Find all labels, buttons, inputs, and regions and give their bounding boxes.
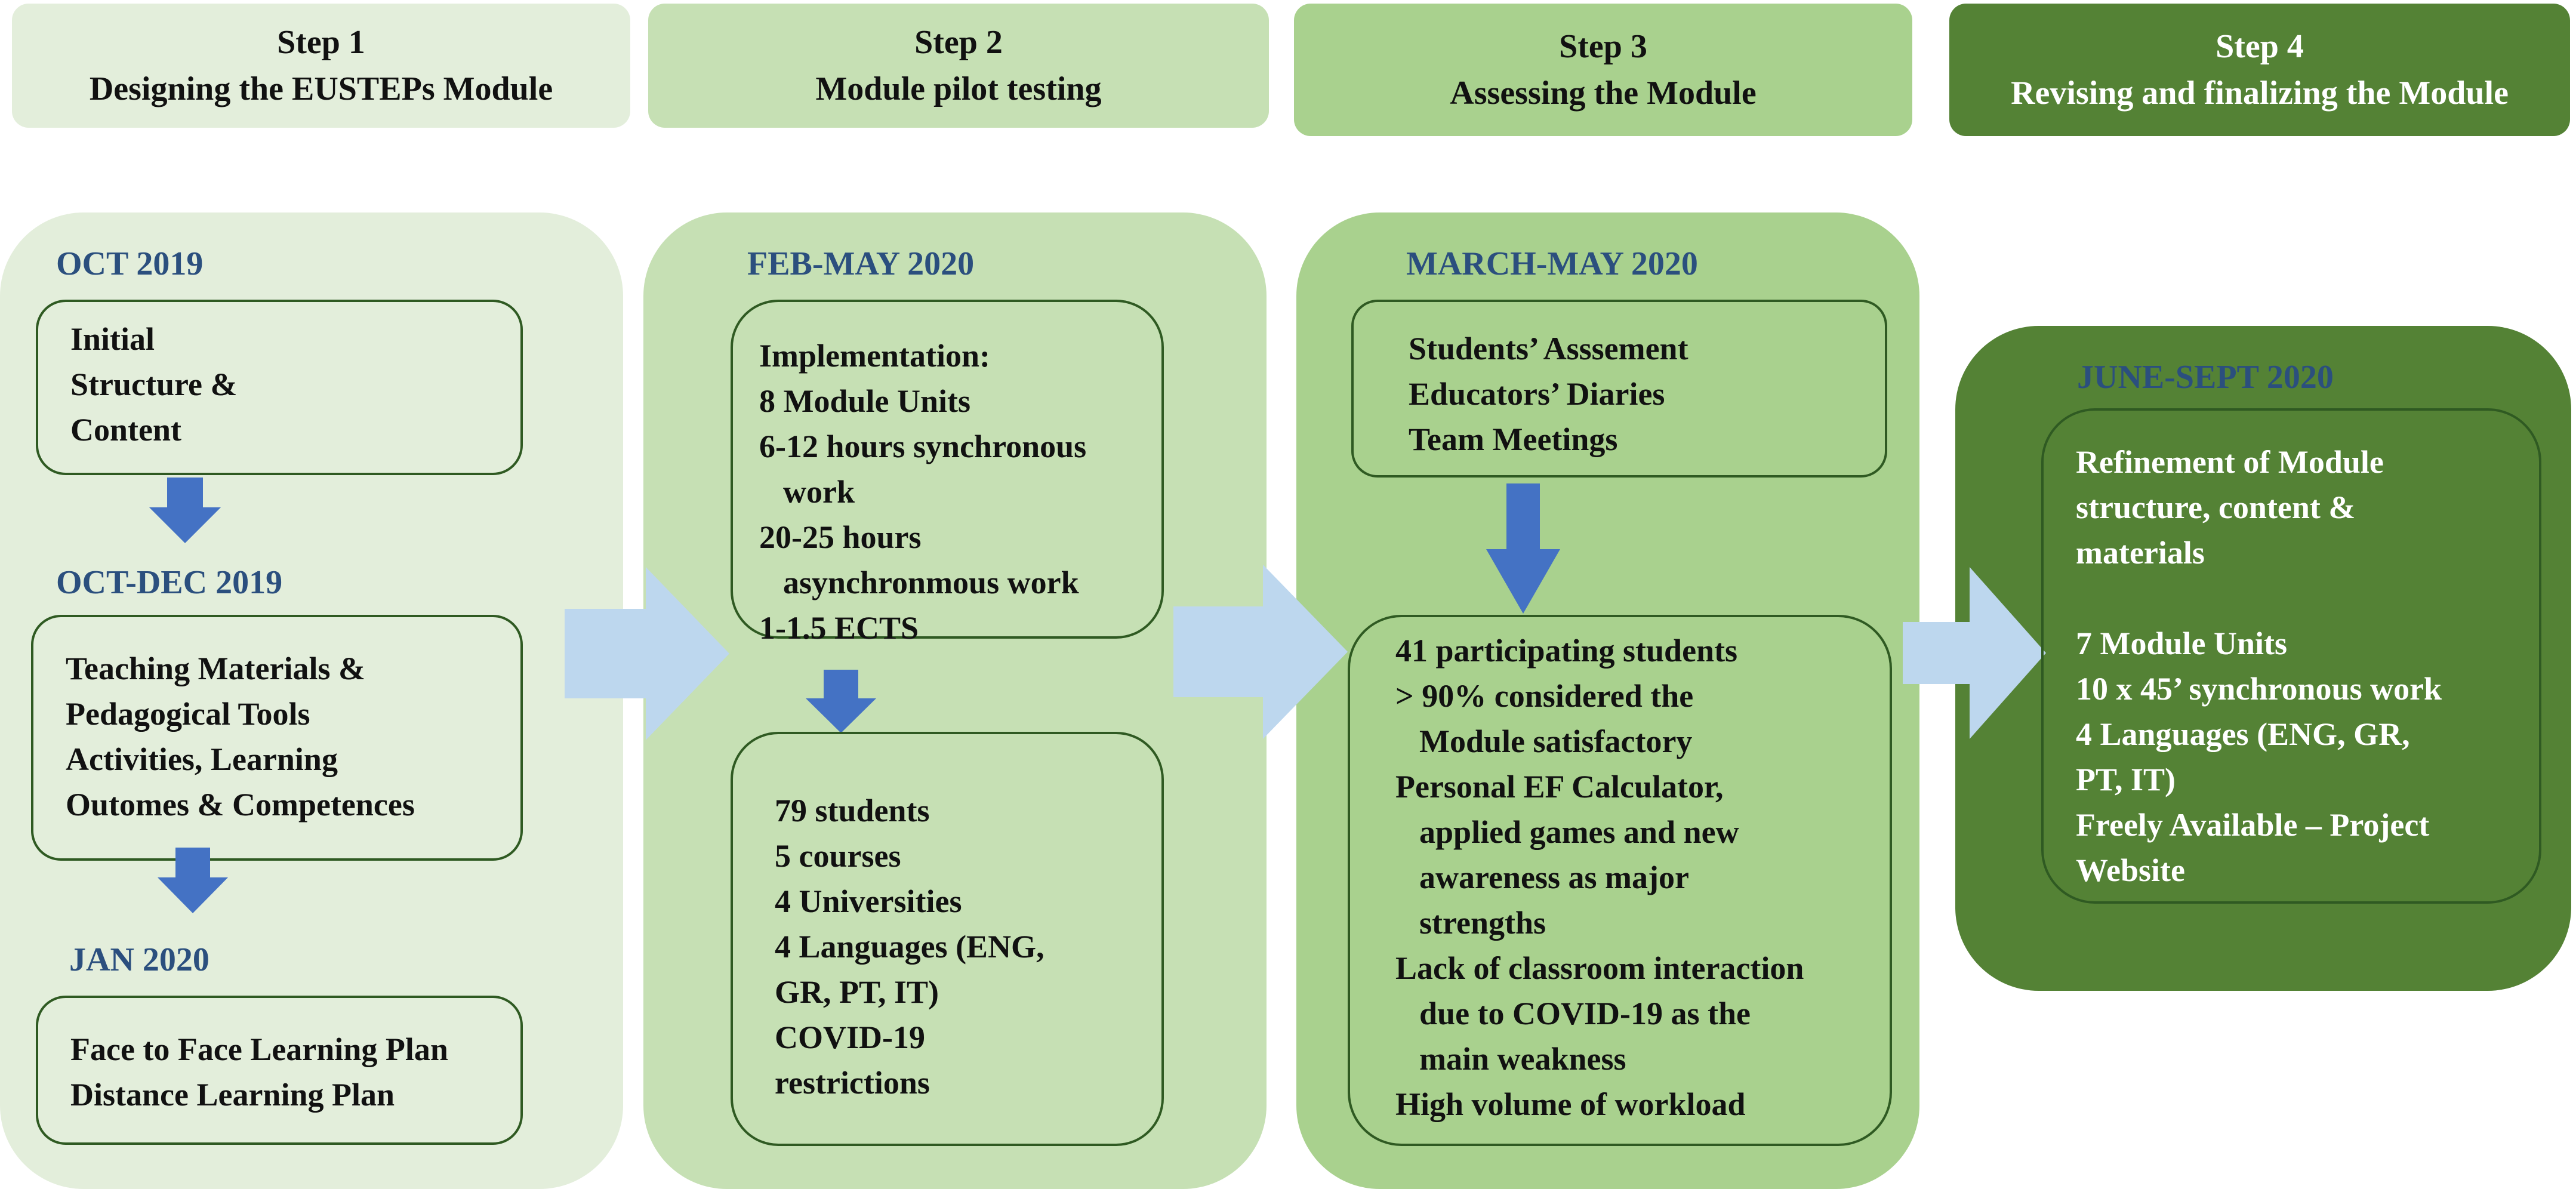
box-line: 7 Module Units xyxy=(2076,626,2288,661)
box-line: main weakness xyxy=(1419,1041,1626,1077)
box-line: 1-1.5 ECTS xyxy=(759,610,919,646)
box-line: due to COVID-19 as the xyxy=(1419,996,1751,1031)
assessment-tools-box xyxy=(1351,300,1887,478)
step-1-title: Designing the EUSTEPs Module xyxy=(89,70,553,107)
box-line: Students’ Asssement xyxy=(1409,331,1688,366)
right-arrow-icon xyxy=(1173,565,1348,739)
step-3-title: Assessing the Module xyxy=(1450,75,1757,112)
box-line: 5 courses xyxy=(775,838,901,874)
box-line: Educators’ Diaries xyxy=(1409,376,1665,412)
box-line: Team Meetings xyxy=(1409,421,1618,457)
down-arrow-icon xyxy=(149,478,221,543)
box-line: > 90% considered the xyxy=(1395,678,1694,714)
box-line: materials xyxy=(2076,535,2205,571)
step-2-title: Module pilot testing xyxy=(815,70,1102,107)
box-line: Teaching Materials & xyxy=(66,651,365,686)
implementation-box xyxy=(731,300,1164,646)
box-line: Content xyxy=(70,412,181,448)
spacer xyxy=(2076,575,2539,621)
box-line: Website xyxy=(2076,852,2185,888)
date-feb-may-2020: FEB-MAY 2020 xyxy=(747,245,975,282)
right-arrow-icon xyxy=(565,567,729,740)
assessment-results-box xyxy=(1348,615,1892,1146)
down-arrow-icon xyxy=(1486,483,1560,614)
box-line: 10 x 45’ synchronous work xyxy=(2076,671,2442,707)
box-line: awareness as major xyxy=(1419,860,1689,895)
step-4-header xyxy=(1949,4,2570,136)
step-2-header xyxy=(648,4,1269,128)
date-march-may-2020: MARCH-MAY 2020 xyxy=(1406,245,1698,282)
box-line: strengths xyxy=(1419,905,1546,941)
box-line: Implementation: xyxy=(759,338,990,374)
down-arrow-icon xyxy=(806,670,876,733)
box-line: GR, PT, IT) xyxy=(775,974,939,1010)
initial-structure-box xyxy=(36,300,523,475)
box-line: work xyxy=(783,474,855,510)
box-line: Module satisfactory xyxy=(1419,723,1693,759)
box-line: 8 Module Units xyxy=(759,383,971,419)
box-line: 4 Universities xyxy=(775,883,962,919)
date-oct-dec-2019: OCT-DEC 2019 xyxy=(56,564,283,601)
learning-plan-box xyxy=(36,996,523,1145)
step-3-number: Step 3 xyxy=(1559,28,1647,65)
box-line: Refinement of Module xyxy=(2076,444,2384,480)
step-4-number: Step 4 xyxy=(2216,28,2304,65)
box-line: Personal EF Calculator, xyxy=(1395,769,1724,805)
pilot-participants-box xyxy=(731,732,1164,1146)
box-line: Activities, Learning xyxy=(66,741,338,777)
date-oct-2019: OCT 2019 xyxy=(56,245,204,282)
box-line: Pedagogical Tools xyxy=(66,696,310,732)
box-line: Outomes & Competences xyxy=(66,787,415,823)
box-line: High volume of workload xyxy=(1395,1086,1746,1122)
date-jan-2020: JAN 2020 xyxy=(69,941,209,978)
box-line: 41 participating students xyxy=(1395,633,1738,669)
right-arrow-icon xyxy=(1903,567,2046,739)
box-line: 4 Languages (ENG, xyxy=(775,929,1044,965)
box-line: 4 Languages (ENG, GR, xyxy=(2076,716,2410,752)
step-4-title: Revising and finalizing the Module xyxy=(2011,75,2509,112)
step-1-number: Step 1 xyxy=(277,24,365,61)
box-line: restrictions xyxy=(775,1065,930,1101)
teaching-materials-box xyxy=(31,615,523,861)
box-line: Face to Face Learning Plan xyxy=(70,1031,448,1067)
box-line: PT, IT) xyxy=(2076,762,2176,797)
step-2-number: Step 2 xyxy=(914,24,1003,61)
box-line: Freely Available – Project xyxy=(2076,807,2430,843)
down-arrow-icon xyxy=(158,848,228,913)
box-line: Lack of classroom interaction xyxy=(1395,950,1804,986)
box-line: asynchronmous work xyxy=(783,565,1079,600)
date-june-sept-2020: JUNE-SEPT 2020 xyxy=(2077,359,2334,396)
box-line: Distance Learning Plan xyxy=(70,1077,395,1113)
box-line: COVID-19 xyxy=(775,1019,925,1055)
box-line: 79 students xyxy=(775,793,930,828)
step-3-header xyxy=(1294,4,1912,136)
box-line: structure, content & xyxy=(2076,489,2356,525)
refinement-box xyxy=(2041,408,2541,904)
box-line: 6-12 hours synchronous xyxy=(759,429,1087,464)
box-line: applied games and new xyxy=(1419,814,1739,850)
step-1-header xyxy=(12,4,630,128)
box-line: Initial xyxy=(70,321,155,357)
box-line: 20-25 hours xyxy=(759,519,922,555)
box-line: Structure & xyxy=(70,366,238,402)
